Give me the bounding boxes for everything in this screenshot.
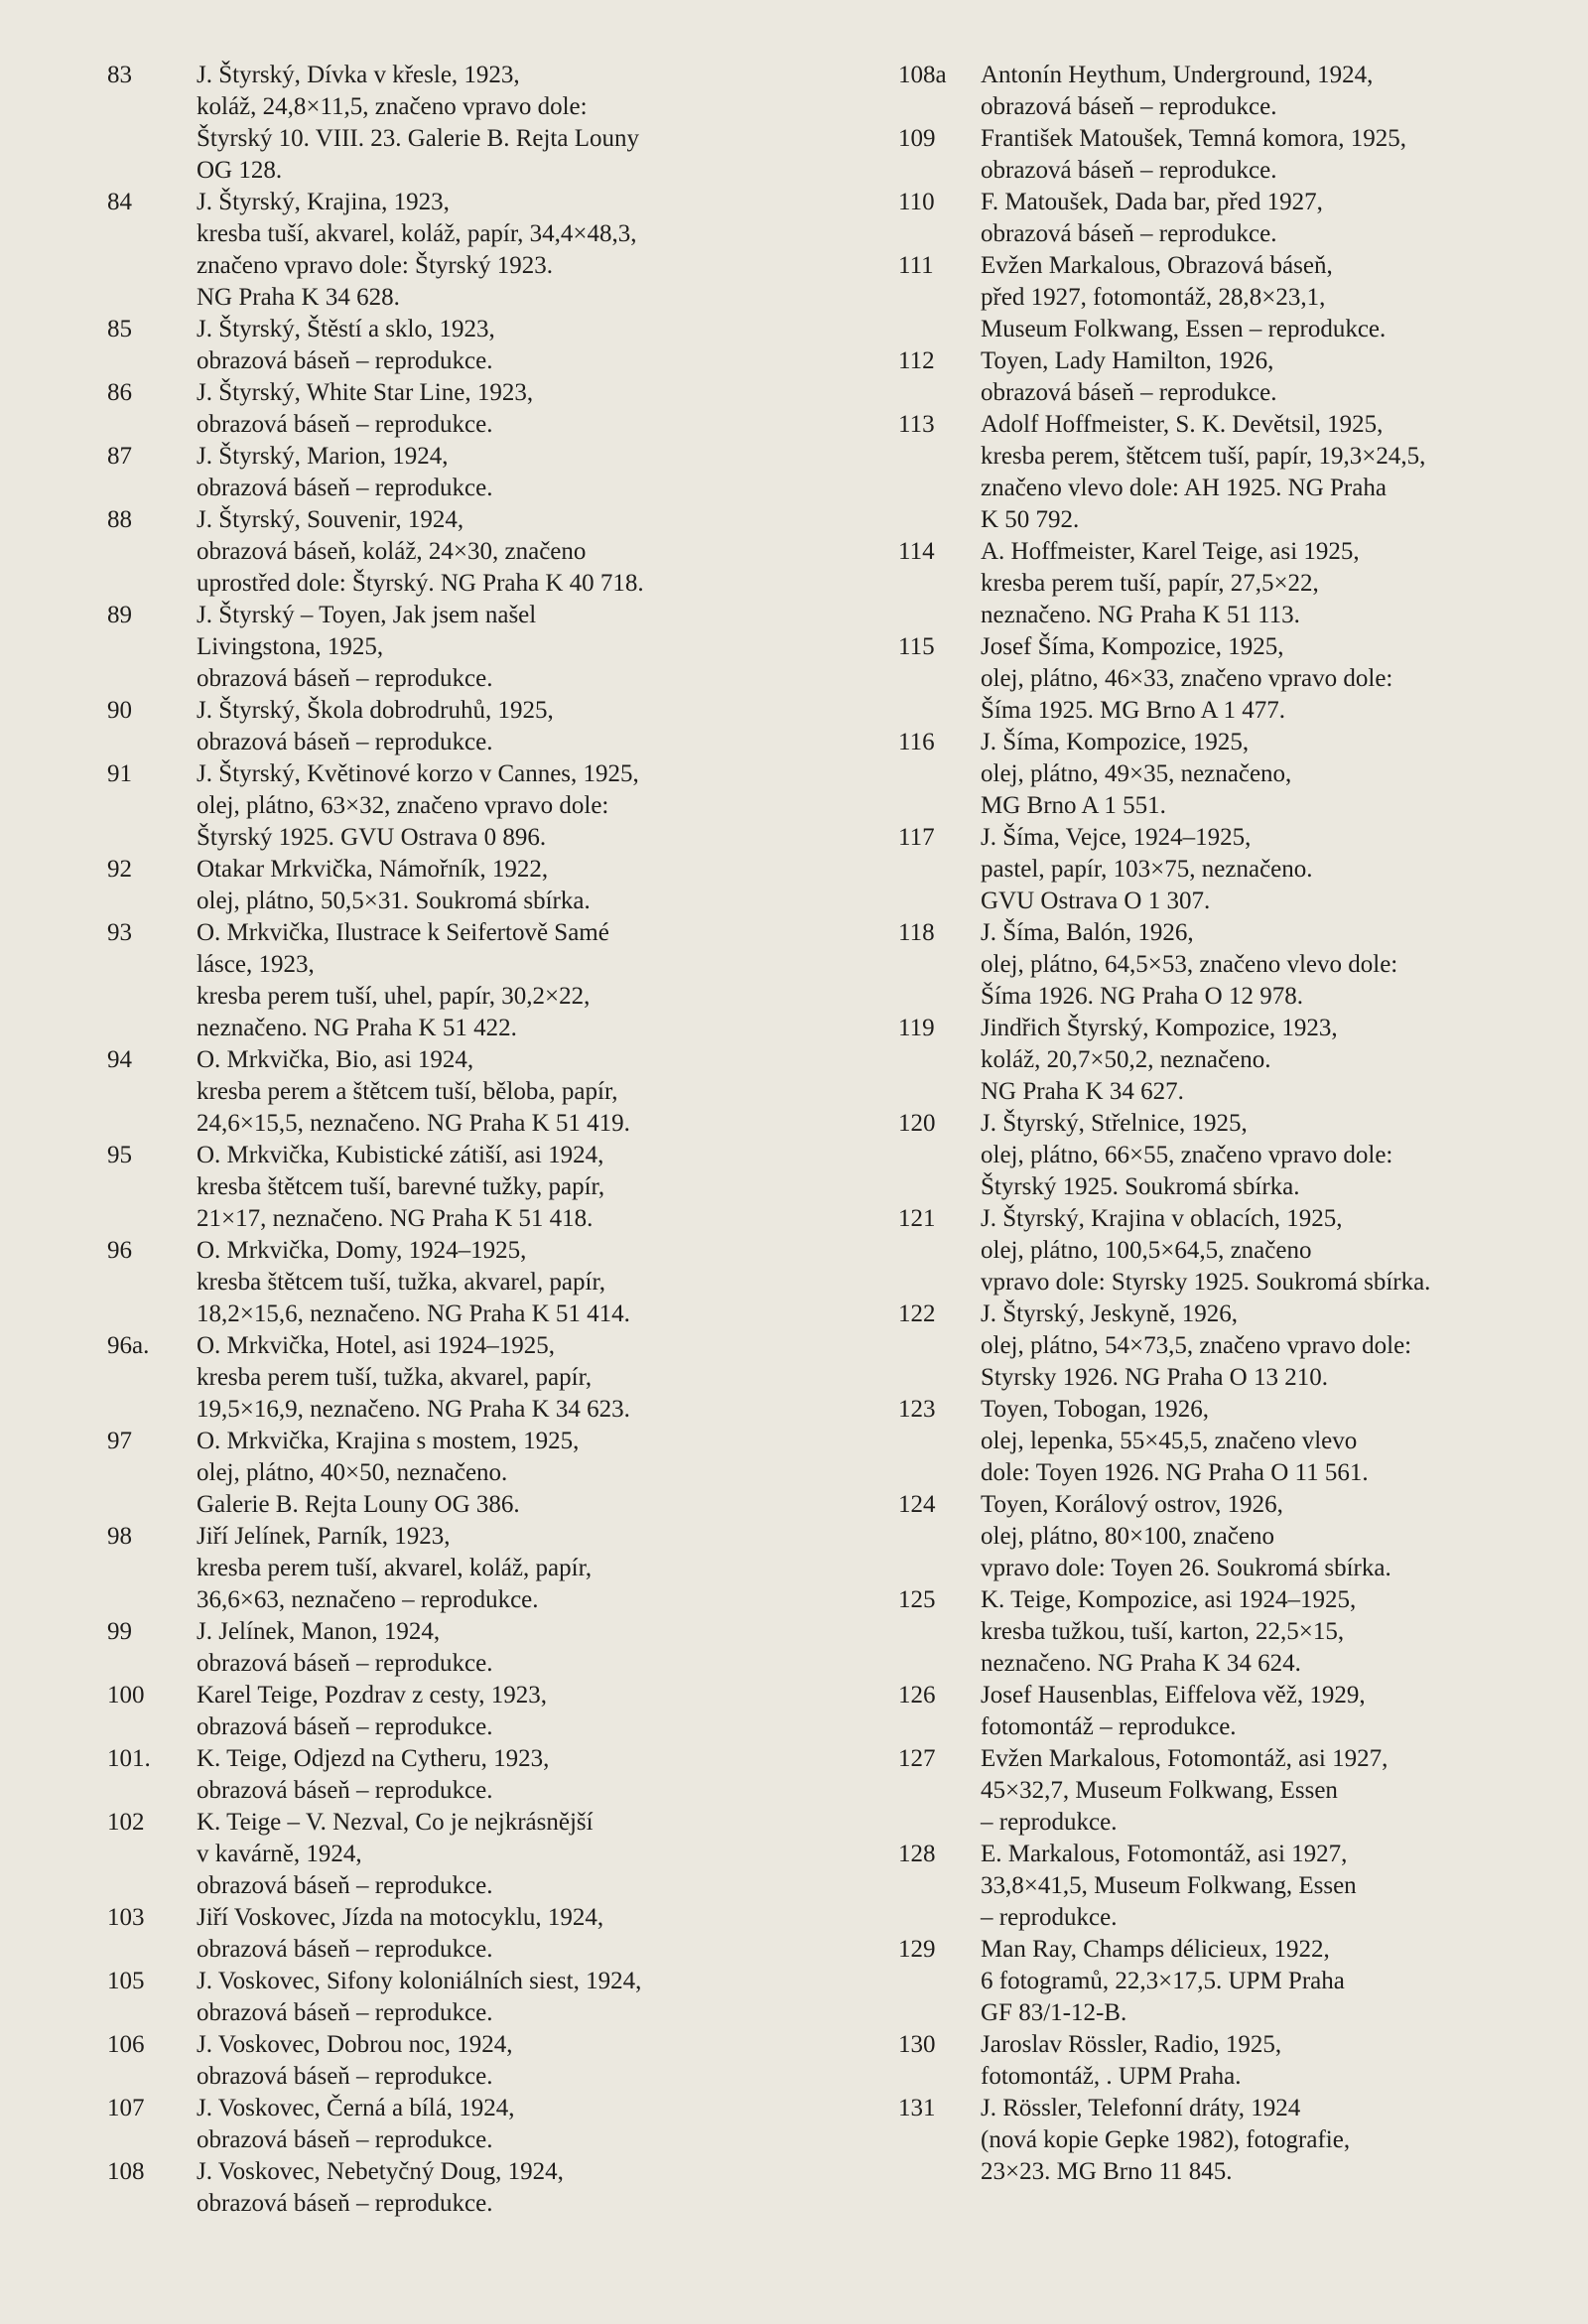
- entry-line: J. Štyrský, Škola dobrodruhů, 1925,: [197, 697, 554, 724]
- entry-number: 108a: [898, 62, 947, 88]
- entry-line: K 50 792.: [981, 506, 1080, 533]
- entry-line: v kavárně, 1924,: [197, 1841, 362, 1867]
- entry-number: 124: [898, 1491, 936, 1518]
- entry-line: kresba perem, štětcem tuší, papír, 19,3×24,5,: [981, 443, 1426, 470]
- entry-description: [981, 1203, 1583, 1299]
- entry-number: 120: [898, 1110, 936, 1137]
- entry-line: kresba perem tuší, akvarel, koláž, papír,: [197, 1555, 593, 1581]
- entry-line: koláž, 24,8×11,5, značeno vpravo dole:: [197, 93, 588, 120]
- entry-number: 114: [898, 538, 935, 565]
- entry-line: Antonín Heythum, Underground, 1924,: [981, 62, 1374, 88]
- entry-line: (nová kopie Gepke 1982), fotografie,: [981, 2126, 1351, 2153]
- entry-line: Man Ray, Champs délicieux, 1922,: [981, 1936, 1330, 1963]
- entry-line: 36,6×63, neznačeno – reprodukce.: [197, 1586, 539, 1613]
- entry-line: kresba perem tuší, papír, 27,5×22,: [981, 570, 1319, 597]
- catalogue-entry: [898, 1394, 1583, 1489]
- entry-line: kresba štětcem tuší, barevné tužky, papír,: [197, 1173, 605, 1200]
- entry-line: Toyen, Lady Hamilton, 1926,: [981, 347, 1274, 374]
- entry-line: NG Praha K 34 627.: [981, 1078, 1184, 1105]
- entry-line: olej, lepenka, 55×45,5, značeno vlevo: [981, 1428, 1358, 1454]
- catalogue-entry: [107, 377, 802, 441]
- entry-number: 115: [898, 633, 935, 660]
- catalogue-entry: [107, 1616, 802, 1680]
- entry-description: [197, 187, 802, 314]
- entry-line: obrazová báseň – reprodukce.: [197, 1713, 493, 1740]
- entry-line: J. Voskovec, Černá a bílá, 1924,: [197, 2095, 515, 2121]
- entry-line: olej, plátno, 46×33, značeno vpravo dole:: [981, 665, 1393, 692]
- entry-description: [981, 1013, 1583, 1108]
- entry-description: [981, 1108, 1583, 1203]
- entry-description: [981, 60, 1583, 123]
- entry-line: Šíma 1925. MG Brno A 1 477.: [981, 697, 1285, 724]
- entry-line: J. Štyrský, Souvenir, 1924,: [197, 506, 464, 533]
- right-column: [898, 60, 1583, 2188]
- entry-line: obrazová báseň – reprodukce.: [981, 379, 1277, 406]
- entry-line: obrazová báseň – reprodukce.: [197, 665, 493, 692]
- entry-line: obrazová báseň – reprodukce.: [197, 1872, 493, 1899]
- entry-number: 90: [107, 697, 132, 724]
- entry-description: [981, 1299, 1583, 1394]
- entry-line: obrazová báseň, koláž, 24×30, značeno: [197, 538, 587, 565]
- entry-description: [981, 187, 1583, 250]
- entry-line: J. Štyrský, Jeskyně, 1926,: [981, 1300, 1239, 1327]
- entry-line: – reprodukce.: [981, 1809, 1118, 1836]
- entry-description: [981, 1489, 1583, 1584]
- entry-description: [981, 2093, 1583, 2188]
- entry-line: MG Brno A 1 551.: [981, 792, 1166, 819]
- left-column: [107, 60, 802, 2220]
- entry-description: [197, 1521, 802, 1616]
- entry-line: Josef Hausenblas, Eiffelova věž, 1929,: [981, 1682, 1366, 1709]
- entry-line: obrazová báseň – reprodukce.: [197, 2190, 493, 2217]
- entry-line: J. Štyrský, Štěstí a sklo, 1923,: [197, 316, 495, 342]
- catalogue-entry: [898, 1934, 1583, 2029]
- entry-description: [197, 1680, 802, 1743]
- entry-line: GVU Ostrava O 1 307.: [981, 888, 1211, 914]
- catalogue-entry: [898, 1108, 1583, 1203]
- entry-line: olej, plátno, 40×50, neznačeno.: [197, 1459, 508, 1486]
- catalogue-entry: [107, 1902, 802, 1966]
- entry-line: J. Štyrský, Květinové korzo v Cannes, 1925,: [197, 760, 639, 787]
- catalogue-entry: [107, 2029, 802, 2093]
- entry-number: 96: [107, 1237, 132, 1264]
- catalogue-entry: [898, 409, 1583, 536]
- entry-line: Museum Folkwang, Essen – reprodukce.: [981, 316, 1387, 342]
- entry-line: J. Štyrský, Střelnice, 1925,: [981, 1110, 1248, 1137]
- entry-line: J. Šíma, Vejce, 1924–1925,: [981, 824, 1252, 851]
- entry-description: [981, 917, 1583, 1013]
- entry-line: olej, plátno, 66×55, značeno vpravo dole:: [981, 1142, 1393, 1168]
- entry-number: 102: [107, 1809, 145, 1836]
- catalogue-entry: [898, 917, 1583, 1013]
- entry-line: K. Teige, Kompozice, asi 1924–1925,: [981, 1586, 1357, 1613]
- entry-line: Styrsky 1926. NG Praha O 13 210.: [981, 1364, 1328, 1391]
- catalogue-entry: [107, 1330, 802, 1426]
- entry-line: OG 128.: [197, 157, 283, 184]
- entry-line: obrazová báseň – reprodukce.: [197, 411, 493, 438]
- entry-description: [981, 1680, 1583, 1743]
- catalogue-entry: [107, 1140, 802, 1235]
- entry-line: Štyrský 10. VIII. 23. Galerie B. Rejta Louny: [197, 125, 639, 152]
- entry-number: 126: [898, 1682, 936, 1709]
- entry-description: [981, 1584, 1583, 1680]
- entry-line: neznačeno. NG Praha K 34 624.: [981, 1650, 1301, 1677]
- entry-line: 18,2×15,6, neznačeno. NG Praha K 51 414.: [197, 1300, 630, 1327]
- entry-line: NG Praha K 34 628.: [197, 284, 400, 311]
- entry-number: 93: [107, 919, 132, 946]
- entry-number: 118: [898, 919, 935, 946]
- entry-line: kresba perem a štětcem tuší, běloba, papír,: [197, 1078, 618, 1105]
- catalogue-entry: [107, 1521, 802, 1616]
- catalogue-entry: [107, 2156, 802, 2220]
- entry-line: obrazová báseň – reprodukce.: [981, 220, 1277, 247]
- entry-number: 97: [107, 1428, 132, 1454]
- entry-line: neznačeno. NG Praha K 51 422.: [197, 1015, 517, 1041]
- catalogue-entry: [898, 822, 1583, 917]
- entry-line: O. Mrkvička, Domy, 1924–1925,: [197, 1237, 527, 1264]
- entry-line: Štyrský 1925. GVU Ostrava 0 896.: [197, 824, 547, 851]
- entry-description: [197, 2156, 802, 2220]
- entry-line: Adolf Hoffmeister, S. K. Devětsil, 1925,: [981, 411, 1384, 438]
- entry-number: 117: [898, 824, 935, 851]
- entry-description: [197, 1235, 802, 1330]
- entry-description: [197, 758, 802, 854]
- entry-number: 123: [898, 1396, 936, 1423]
- entry-line: K. Teige, Odjezd na Cytheru, 1923,: [197, 1745, 550, 1772]
- catalogue-entry: [898, 1013, 1583, 1108]
- entry-line: obrazová báseň – reprodukce.: [197, 475, 493, 501]
- entry-line: J. Jelínek, Manon, 1924,: [197, 1618, 441, 1645]
- entry-number: 128: [898, 1841, 936, 1867]
- catalogue-entry: [898, 187, 1583, 250]
- entry-line: obrazová báseň – reprodukce.: [197, 1999, 493, 2026]
- entry-line: obrazová báseň – reprodukce.: [197, 347, 493, 374]
- entry-number: 87: [107, 443, 132, 470]
- entry-number: 109: [898, 125, 936, 152]
- entry-number: 88: [107, 506, 132, 533]
- catalogue-entry: [107, 2093, 802, 2156]
- entry-line: obrazová báseň – reprodukce.: [197, 2063, 493, 2090]
- entry-line: O. Mrkvička, Ilustrace k Seifertově Samé: [197, 919, 609, 946]
- entry-description: [981, 1839, 1583, 1934]
- entry-line: kresba štětcem tuší, tužka, akvarel, papír,: [197, 1269, 606, 1296]
- entry-description: [981, 250, 1583, 345]
- entry-line: Šíma 1926. NG Praha O 12 978.: [981, 983, 1303, 1010]
- entry-line: značeno vlevo dole: AH 1925. NG Praha: [981, 475, 1387, 501]
- entry-line: značeno vpravo dole: Štyrský 1923.: [197, 252, 553, 279]
- entry-line: 6 fotogramů, 22,3×17,5. UPM Praha: [981, 1968, 1345, 1994]
- entry-line: 24,6×15,5, neznačeno. NG Praha K 51 419.: [197, 1110, 630, 1137]
- entry-number: 122: [898, 1300, 936, 1327]
- entry-number: 84: [107, 189, 132, 215]
- catalogue-entry: [107, 1966, 802, 2029]
- entry-line: J. Voskovec, Dobrou noc, 1924,: [197, 2031, 513, 2058]
- entry-line: František Matoušek, Temná komora, 1925,: [981, 125, 1406, 152]
- entry-number: 94: [107, 1046, 132, 1073]
- entry-line: Štyrský 1925. Soukromá sbírka.: [981, 1173, 1300, 1200]
- entry-number: 108: [107, 2158, 145, 2185]
- entry-line: 23×23. MG Brno 11 845.: [981, 2158, 1233, 2185]
- entry-line: neznačeno. NG Praha K 51 113.: [981, 602, 1300, 628]
- catalogue-entry: [107, 1426, 802, 1521]
- entry-line: dole: Toyen 1926. NG Praha O 11 561.: [981, 1459, 1369, 1486]
- catalogue-entry: [898, 123, 1583, 187]
- entry-description: [197, 854, 802, 917]
- entry-line: Toyen, Tobogan, 1926,: [981, 1396, 1210, 1423]
- catalogue-entry: [898, 2029, 1583, 2093]
- entry-description: [197, 1426, 802, 1521]
- entry-line: O. Mrkvička, Krajina s mostem, 1925,: [197, 1428, 580, 1454]
- catalogue-entry: [898, 1489, 1583, 1584]
- entry-line: Evžen Markalous, Fotomontáž, asi 1927,: [981, 1745, 1389, 1772]
- entry-number: 92: [107, 856, 132, 883]
- entry-line: J. Štyrský – Toyen, Jak jsem našel: [197, 602, 537, 628]
- catalogue-entry: [107, 187, 802, 314]
- entry-line: F. Matoušek, Dada bar, před 1927,: [981, 189, 1323, 215]
- entry-description: [197, 1330, 802, 1426]
- entry-description: [981, 536, 1583, 631]
- entry-line: J. Voskovec, Nebetyčný Doug, 1924,: [197, 2158, 564, 2185]
- catalogue-entry: [898, 727, 1583, 822]
- entry-line: Livingstona, 1925,: [197, 633, 384, 660]
- entry-description: [981, 822, 1583, 917]
- entry-line: Otakar Mrkvička, Námořník, 1922,: [197, 856, 549, 883]
- entry-line: uprostřed dole: Štyrský. NG Praha K 40 718.: [197, 570, 644, 597]
- entry-number: 101.: [107, 1745, 151, 1772]
- entry-line: vpravo dole: Styrsky 1925. Soukromá sbírka.: [981, 1269, 1431, 1296]
- entry-line: Galerie B. Rejta Louny OG 386.: [197, 1491, 520, 1518]
- entry-number: 106: [107, 2031, 145, 2058]
- entry-line: O. Mrkvička, Bio, asi 1924,: [197, 1046, 474, 1073]
- entry-line: olej, plátno, 63×32, značeno vpravo dole:: [197, 792, 609, 819]
- entry-number: 83: [107, 62, 132, 88]
- entry-description: [197, 314, 802, 377]
- entry-description: [197, 2029, 802, 2093]
- entry-line: J. Štyrský, Krajina v oblacích, 1925,: [981, 1205, 1343, 1232]
- catalogue-entry: [107, 758, 802, 854]
- entry-description: [197, 1743, 802, 1807]
- entry-description: [197, 441, 802, 504]
- entry-line: kresba perem tuší, tužka, akvarel, papír,: [197, 1364, 593, 1391]
- entry-line: J. Štyrský, Dívka v křesle, 1923,: [197, 62, 520, 88]
- entry-description: [197, 1807, 802, 1902]
- entry-line: koláž, 20,7×50,2, neznačeno.: [981, 1046, 1271, 1073]
- entry-line: Jaroslav Rössler, Radio, 1925,: [981, 2031, 1282, 2058]
- catalogue-entry: [107, 917, 802, 1044]
- catalogue-entry: [898, 60, 1583, 123]
- catalogue-entry: [898, 1743, 1583, 1839]
- entry-number: 96a.: [107, 1332, 150, 1359]
- entry-line: vpravo dole: Toyen 26. Soukromá sbírka.: [981, 1555, 1391, 1581]
- entry-number: 99: [107, 1618, 132, 1645]
- entry-description: [197, 377, 802, 441]
- entry-line: obrazová báseň – reprodukce.: [197, 729, 493, 755]
- entry-line: olej, plátno, 54×73,5, značeno vpravo dole:: [981, 1332, 1412, 1359]
- entry-number: 103: [107, 1904, 145, 1931]
- catalogue-entry: [898, 1584, 1583, 1680]
- entry-line: J. Šíma, Balón, 1926,: [981, 919, 1194, 946]
- entry-line: A. Hoffmeister, Karel Teige, asi 1925,: [981, 538, 1360, 565]
- entry-description: [197, 1966, 802, 2029]
- catalogue-entry: [107, 600, 802, 695]
- catalogue-entry: [107, 854, 802, 917]
- entry-line: J. Štyrský, Marion, 1924,: [197, 443, 449, 470]
- catalogue-entry: [107, 1235, 802, 1330]
- catalogue-entry: [107, 1680, 802, 1743]
- entry-line: olej, plátno, 50,5×31. Soukromá sbírka.: [197, 888, 591, 914]
- entry-line: fotomontáž – reprodukce.: [981, 1713, 1237, 1740]
- catalogue-entry: [898, 345, 1583, 409]
- entry-description: [197, 600, 802, 695]
- entry-line: O. Mrkvička, Kubistické zátiší, asi 1924,: [197, 1142, 604, 1168]
- entry-description: [981, 1934, 1583, 2029]
- catalogue-entry: [898, 1839, 1583, 1934]
- catalogue-entry: [107, 1807, 802, 1902]
- entry-line: olej, plátno, 100,5×64,5, značeno: [981, 1237, 1312, 1264]
- entry-line: Karel Teige, Pozdrav z cesty, 1923,: [197, 1682, 547, 1709]
- entry-number: 119: [898, 1015, 935, 1041]
- entry-description: [981, 2029, 1583, 2093]
- entry-number: 112: [898, 347, 935, 374]
- catalogue-entry: [898, 1299, 1583, 1394]
- entry-line: kresba tuší, akvarel, koláž, papír, 34,4×48,3,: [197, 220, 637, 247]
- entry-number: 107: [107, 2095, 145, 2121]
- entry-line: J. Šíma, Kompozice, 1925,: [981, 729, 1250, 755]
- catalogue-entry: [898, 631, 1583, 727]
- entry-number: 121: [898, 1205, 936, 1232]
- entry-description: [197, 2093, 802, 2156]
- entry-line: fotomontáž, . UPM Praha.: [981, 2063, 1242, 2090]
- entry-description: [197, 695, 802, 758]
- entry-number: 95: [107, 1142, 132, 1168]
- catalogue-entry: [107, 695, 802, 758]
- entry-description: [981, 727, 1583, 822]
- entry-line: Jiří Jelínek, Parník, 1923,: [197, 1523, 451, 1550]
- entry-number: 91: [107, 760, 132, 787]
- entry-line: obrazová báseň – reprodukce.: [197, 1650, 493, 1677]
- entry-number: 100: [107, 1682, 145, 1709]
- catalogue-entry: [898, 1680, 1583, 1743]
- catalogue-entry: [107, 314, 802, 377]
- entry-number: 125: [898, 1586, 936, 1613]
- entry-line: J. Voskovec, Sifony koloniálních siest, 1924,: [197, 1968, 642, 1994]
- catalogue-entry: [898, 250, 1583, 345]
- entry-number: 116: [898, 729, 935, 755]
- entry-line: J. Rössler, Telefonní dráty, 1924: [981, 2095, 1301, 2121]
- entry-line: obrazová báseň – reprodukce.: [197, 2126, 493, 2153]
- entry-description: [981, 345, 1583, 409]
- entry-line: K. Teige – V. Nezval, Co je nejkrásnější: [197, 1809, 594, 1836]
- entry-line: olej, plátno, 49×35, neznačeno,: [981, 760, 1292, 787]
- catalogue-entry: [107, 504, 802, 600]
- entry-line: olej, plátno, 80×100, značeno: [981, 1523, 1274, 1550]
- entry-line: obrazová báseň – reprodukce.: [981, 93, 1277, 120]
- entry-number: 85: [107, 316, 132, 342]
- entry-line: lásce, 1923,: [197, 951, 315, 978]
- entry-description: [197, 1044, 802, 1140]
- entry-number: 86: [107, 379, 132, 406]
- entry-line: Toyen, Korálový ostrov, 1926,: [981, 1491, 1283, 1518]
- entry-line: 45×32,7, Museum Folkwang, Essen: [981, 1777, 1338, 1804]
- entry-description: [981, 631, 1583, 727]
- entry-line: 33,8×41,5, Museum Folkwang, Essen: [981, 1872, 1357, 1899]
- entry-number: 113: [898, 411, 935, 438]
- entry-line: Jindřich Štyrský, Kompozice, 1923,: [981, 1015, 1338, 1041]
- entry-line: obrazová báseň – reprodukce.: [981, 157, 1277, 184]
- entry-line: 21×17, neznačeno. NG Praha K 51 418.: [197, 1205, 594, 1232]
- entry-line: obrazová báseň – reprodukce.: [197, 1777, 493, 1804]
- entry-description: [197, 1902, 802, 1966]
- entry-description: [981, 1743, 1583, 1839]
- entry-line: olej, plátno, 64,5×53, značeno vlevo dole:: [981, 951, 1398, 978]
- entry-line: pastel, papír, 103×75, neznačeno.: [981, 856, 1313, 883]
- entry-number: 131: [898, 2095, 936, 2121]
- entry-line: J. Štyrský, Krajina, 1923,: [197, 189, 450, 215]
- catalogue-entry: [107, 1743, 802, 1807]
- catalogue-entry: [898, 536, 1583, 631]
- entry-line: obrazová báseň – reprodukce.: [197, 1936, 493, 1963]
- entry-line: GF 83/1-12-B.: [981, 1999, 1127, 2026]
- entry-line: před 1927, fotomontáž, 28,8×23,1,: [981, 284, 1326, 311]
- entry-number: 111: [898, 252, 934, 279]
- entry-description: [981, 123, 1583, 187]
- entry-number: 105: [107, 1968, 145, 1994]
- catalogue-entry: [107, 1044, 802, 1140]
- entry-description: [981, 1394, 1583, 1489]
- entry-number: 110: [898, 189, 935, 215]
- entry-number: 130: [898, 2031, 936, 2058]
- entry-description: [197, 504, 802, 600]
- entry-description: [197, 917, 802, 1044]
- entry-line: Evžen Markalous, Obrazová báseň,: [981, 252, 1333, 279]
- catalogue-entry: [898, 1203, 1583, 1299]
- entry-line: kresba tužkou, tuší, karton, 22,5×15,: [981, 1618, 1345, 1645]
- entry-line: J. Štyrský, White Star Line, 1923,: [197, 379, 534, 406]
- entry-line: Jiří Voskovec, Jízda na motocyklu, 1924,: [197, 1904, 604, 1931]
- entry-line: E. Markalous, Fotomontáž, asi 1927,: [981, 1841, 1348, 1867]
- entry-description: [197, 60, 802, 187]
- entry-line: Josef Šíma, Kompozice, 1925,: [981, 633, 1284, 660]
- entry-line: O. Mrkvička, Hotel, asi 1924–1925,: [197, 1332, 556, 1359]
- entry-line: kresba perem tuší, uhel, papír, 30,2×22,: [197, 983, 591, 1010]
- entry-number: 89: [107, 602, 132, 628]
- catalogue-entry: [107, 441, 802, 504]
- entry-line: – reprodukce.: [981, 1904, 1118, 1931]
- entry-description: [197, 1140, 802, 1235]
- catalogue-entry: [107, 60, 802, 187]
- entry-number: 98: [107, 1523, 132, 1550]
- entry-number: 129: [898, 1936, 936, 1963]
- entry-number: 127: [898, 1745, 936, 1772]
- entry-line: 19,5×16,9, neznačeno. NG Praha K 34 623.: [197, 1396, 630, 1423]
- catalogue-entry: [898, 2093, 1583, 2188]
- entry-description: [197, 1616, 802, 1680]
- entry-description: [981, 409, 1583, 536]
